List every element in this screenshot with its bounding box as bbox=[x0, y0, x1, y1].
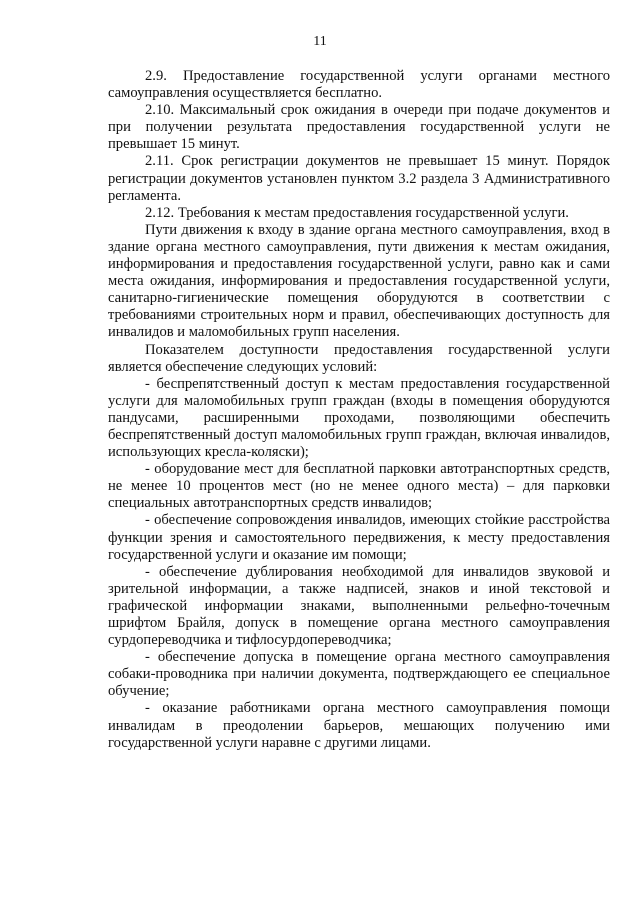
paragraph-2-10: 2.10. Максимальный срок ожидания в очереди при подаче документов и при получении результата предоставления государственной услуги не превышает 15 минут. bbox=[108, 102, 610, 153]
document-body bbox=[108, 68, 610, 752]
list-item-parking: - оборудование мест для бесплатной парковки автотранспортных средств, не менее 10 процентов мест (но не менее одного места) – для парковки специальных автотранспортных средств инвалидов; bbox=[108, 461, 610, 512]
list-item-duplication: - обеспечение дублирования необходимой для инвалидов звуковой и зрительной информации, а также надписей, знаков и иной текстовой и графической информации знаками, выполненными рельефно-точечным шрифтом Брайля, допуск в помещение органа местного самоуправления сурдопереводчика и тифлосурдопереводчика; bbox=[108, 563, 610, 649]
page-number: 11 bbox=[313, 34, 327, 49]
list-item-guide-dog: - обеспечение допуска в помещение органа местного самоуправления собаки-проводника при наличии документа, подтверждающего ее специальное обучение; bbox=[108, 649, 610, 700]
paragraph-2-12: 2.12. Требования к местам предоставления государственной услуги. bbox=[145, 204, 569, 221]
list-item-staff-assistance: - оказание работниками органа местного самоуправления помощи инвалидам в преодолении барьеров, мешающих получению ими государственной услуги наравне с другими лицами. bbox=[108, 700, 610, 751]
paragraph-accessibility-indicator: Показателем доступности предоставления государственной услуги является обеспечение следующих условий: bbox=[108, 341, 610, 375]
paragraph-2-9: 2.9. Предоставление государственной услуги органами местного самоуправления осуществляется бесплатно. bbox=[108, 68, 610, 102]
list-item-unobstructed-access: - беспрепятственный доступ к местам предоставления государственной услуги для маломобильных групп граждан (входы в помещения оборудуются пандусами, расширенными проходами, позволяющими обеспечить беспрепятственный доступ маломобильных групп граждан, включая инвалидов, использующих кресла-коляски); bbox=[108, 375, 610, 461]
paragraph-access-paths: Пути движения к входу в здание органа местного самоуправления, вход в здание органа местного самоуправления, пути движения к местам ожидания, информирования и предоставления государственной услуги, равно как и сами места ожидания, информирования и предоставления государственной услуги, санитарно-гигиенические помещения оборудуются в соответствии с требованиями строительных норм и правил, обеспечивающих доступность для инвалидов и маломобильных групп населения. bbox=[108, 221, 610, 341]
paragraph-2-11: 2.11. Срок регистрации документов не превышает 15 минут. Порядок регистрации документов установлен пунктом 3.2 раздела 3 Административного регламента. bbox=[108, 153, 610, 204]
list-item-escort: - обеспечение сопровождения инвалидов, имеющих стойкие расстройства функции зрения и самостоятельного передвижения, к месту предоставления государственной услуги и оказание им помощи; bbox=[108, 512, 610, 563]
